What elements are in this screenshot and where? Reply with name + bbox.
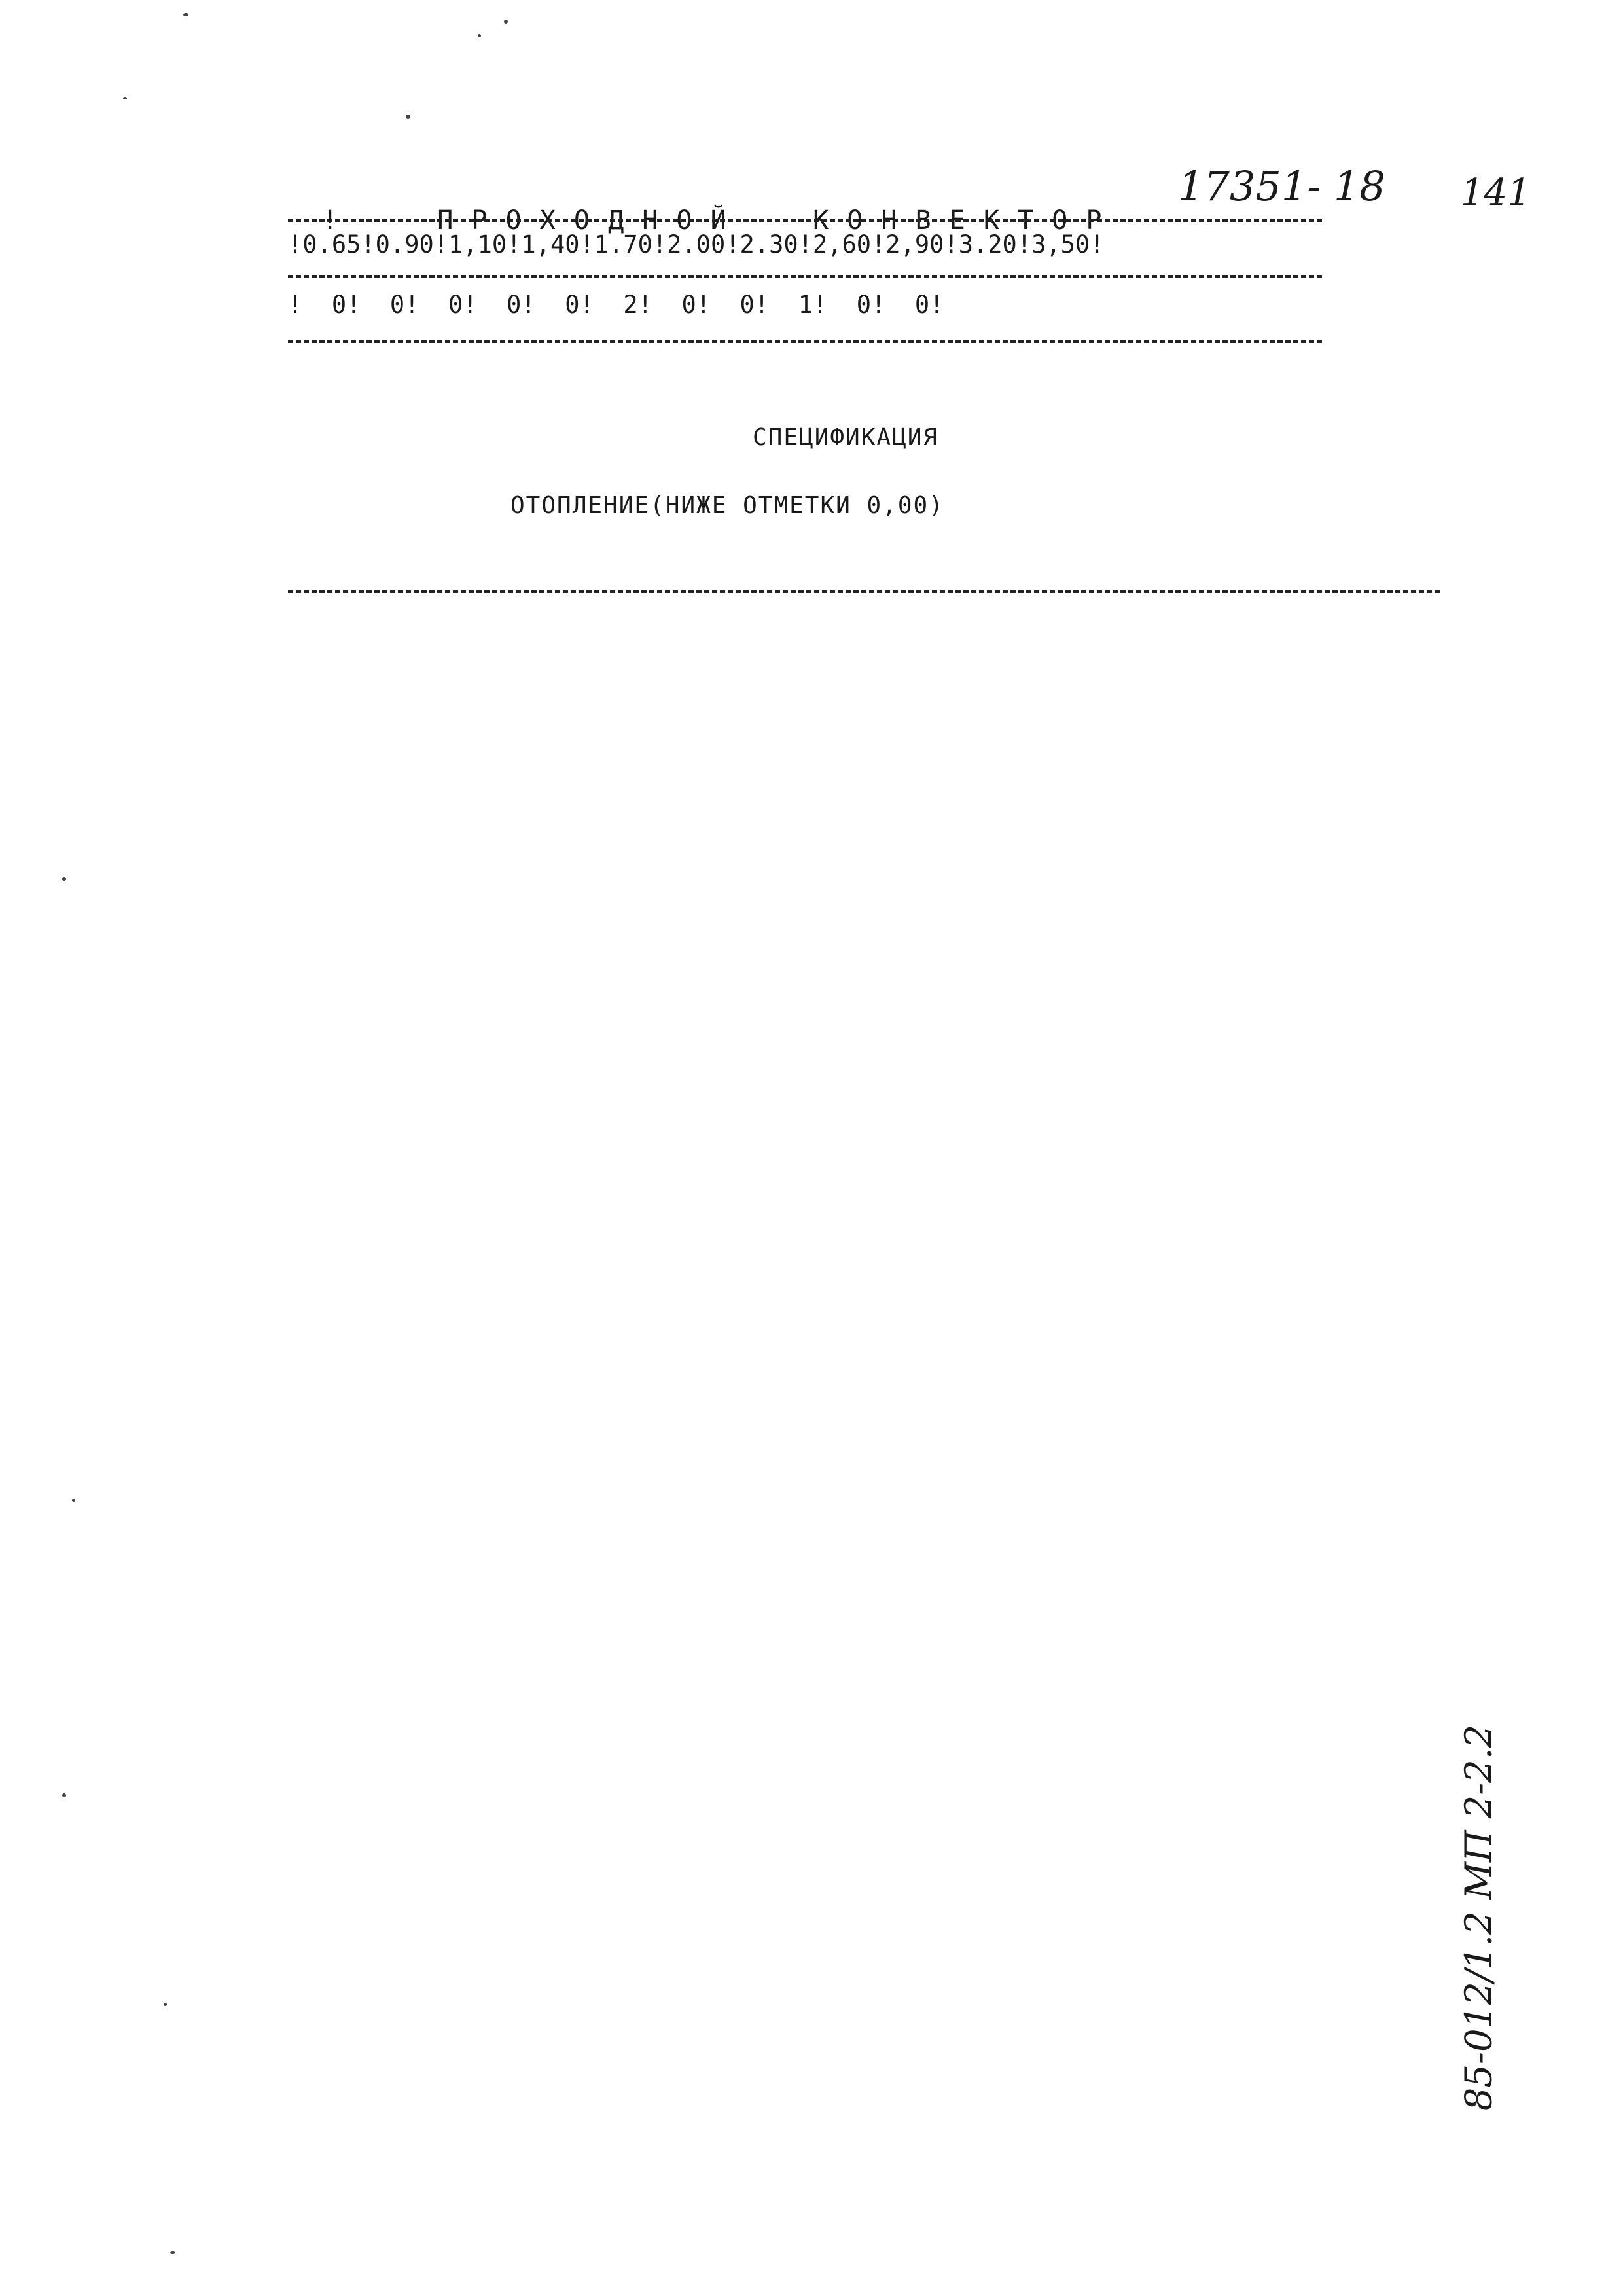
top-rule-3	[288, 340, 1322, 343]
scan-speck	[164, 2003, 167, 2006]
scan-speck	[406, 115, 410, 119]
scan-speck	[183, 13, 188, 16]
heading-text: П Р О Х О Д Н О Й К О Н В Е К Т О Р	[437, 206, 1103, 236]
counts-line: ! 0! 0! 0! 0! 0! 2! 0! 0! 1! 0! 0!	[288, 291, 944, 319]
scan-speck	[72, 1499, 75, 1502]
heading-bang: !	[322, 206, 340, 236]
scan-speck	[504, 20, 508, 24]
section-title: ОТОПЛЕНИЕ(НИЖЕ ОТМЕТКИ 0,00)	[510, 492, 944, 519]
top-rule-2	[288, 275, 1322, 278]
spec-title: СПЕЦИФИКАЦИЯ	[753, 424, 939, 451]
table-rule	[288, 590, 1440, 593]
top-rule-1	[288, 219, 1322, 222]
scan-speck	[170, 2251, 175, 2254]
scan-speck	[123, 97, 127, 99]
stamp-text: 85-012/1.2 МП 2-2.2	[1457, 1724, 1501, 2111]
scan-speck	[62, 877, 66, 881]
diameters-line: !0.65!0.90!1,10!1,40!1.70!2.00!2.30!2,60!2,90!3.20!3,50!	[288, 230, 1105, 259]
side-stamp	[1443, 1689, 1515, 2147]
page-number: 141	[1461, 171, 1531, 214]
convector-heading	[288, 175, 1103, 236]
scan-speck	[62, 1793, 66, 1797]
scan-speck	[478, 34, 481, 37]
handwritten-code: 17351- 18	[1178, 162, 1385, 210]
